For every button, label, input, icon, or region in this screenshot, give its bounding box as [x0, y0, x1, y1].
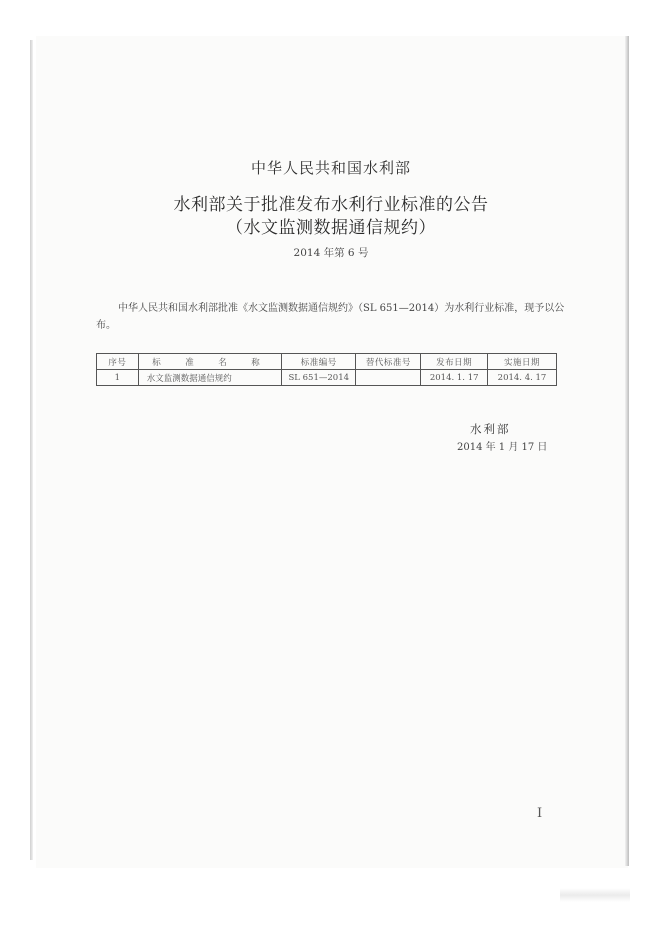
table-header-row [97, 354, 557, 370]
header-standard-code: 标准编号 [282, 354, 356, 370]
cell-implement-date: 2014. 4. 17 [488, 370, 557, 386]
page-number: I [537, 806, 543, 821]
header-implement-date: 实施日期 [488, 354, 557, 370]
cell-publish-date: 2014. 1. 17 [421, 370, 488, 386]
issue-date: 2014 年 1 月 17 日 [457, 442, 548, 453]
header-publish-date: 发布日期 [421, 354, 488, 370]
announcement-title: 水利部关于批准发布水利行业标准的公告 [173, 195, 489, 215]
ministry-header: 中华人民共和国水利部 [250, 159, 411, 177]
cell-standard-name: 水文监测数据通信规约 [138, 370, 281, 386]
cell-standard-code: SL 651—2014 [282, 370, 356, 386]
header-seq: 序号 [97, 354, 139, 370]
document-number: 2014 年第 6 号 [293, 247, 369, 259]
announcement-body: 中华人民共和国水利部批准《水文监测数据通信规约》（SL 651—2014）为水利行业标准，现予以公布。 [96, 303, 565, 331]
scan-shadow [560, 888, 630, 902]
header-replaced-standard: 替代标准号 [356, 354, 421, 370]
table-row [97, 370, 557, 386]
issuer-signature: 水利部 [470, 422, 511, 436]
cell-seq: 1 [97, 370, 139, 386]
standards-table [96, 353, 557, 386]
cell-replaced-standard [356, 370, 421, 386]
announcement-subtitle: （水文监测数据通信规约） [226, 218, 436, 238]
header-standard-name: 标 准 名 称 [138, 354, 281, 370]
